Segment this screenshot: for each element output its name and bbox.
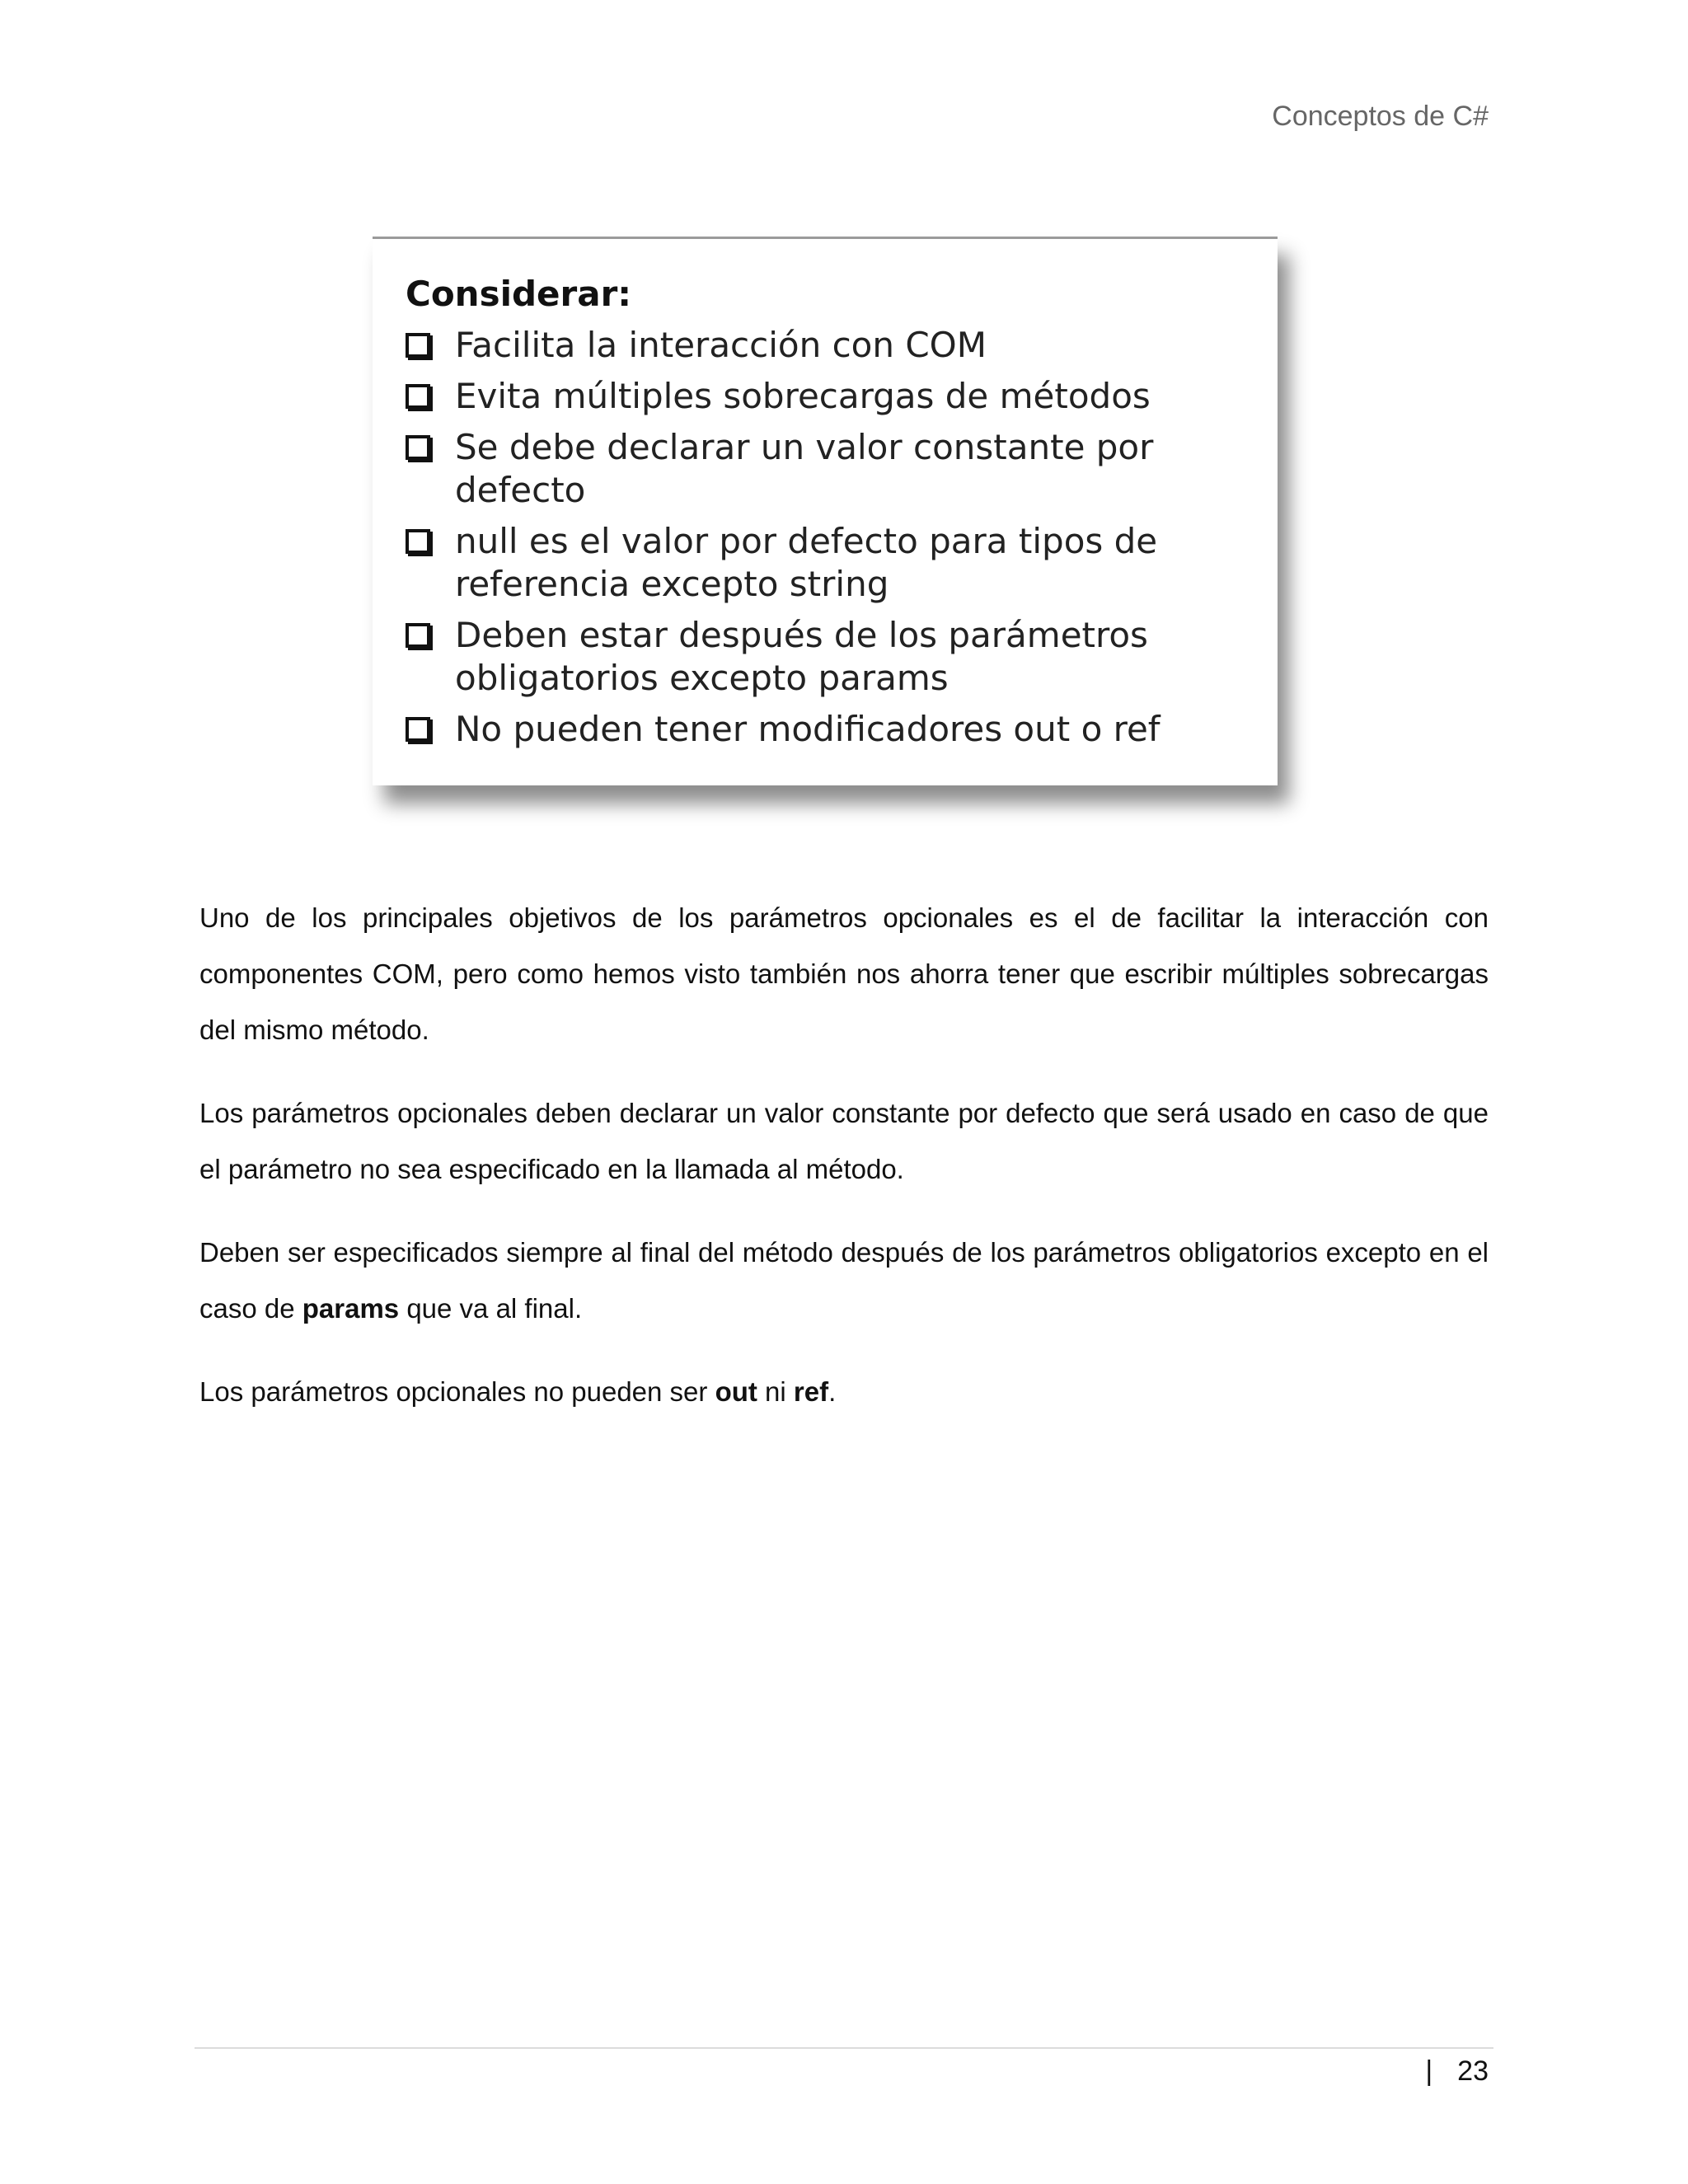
paragraph-3-text: Deben ser especificados siempre al final del método después de los parámetros obligatorios excepto en el caso de — [199, 1237, 1489, 1324]
page-header: Conceptos de C# — [1272, 101, 1489, 132]
page-separator: | — [1425, 2055, 1433, 2087]
paragraph-2: Los parámetros opcionales deben declarar un valor constante por defecto que será usado en caso de que el parámetro no sea especificado en la llamada al método. — [199, 1098, 1489, 1184]
checkbox-icon — [406, 529, 430, 554]
paragraph-3-text-end: que va al final. — [399, 1293, 583, 1324]
checklist-item-text: No pueden tener modificadores out o ref — [455, 709, 1160, 749]
keyword-ref: ref — [793, 1376, 829, 1407]
slide-checklist — [406, 324, 1245, 751]
paragraph-4 — [199, 1364, 1489, 1420]
paragraph-4-text-middle: ni — [757, 1376, 794, 1407]
page-number: 23 — [1457, 2055, 1489, 2087]
paragraph-4-text: Los parámetros opcionales no pueden ser — [199, 1376, 715, 1407]
checklist-item-text: Evita múltiples sobrecargas de métodos — [455, 376, 1151, 416]
checklist-item — [406, 614, 1245, 700]
checklist-item — [406, 520, 1245, 606]
checklist-item — [406, 426, 1245, 512]
page-number-block — [1425, 2055, 1489, 2088]
slide-image — [373, 237, 1278, 785]
checklist-item — [406, 375, 1245, 418]
checkbox-icon — [406, 384, 430, 409]
keyword-params: params — [302, 1293, 400, 1324]
checkbox-icon — [406, 435, 430, 460]
paragraph-1: Uno de los principales objetivos de los parámetros opcionales es el de facilitar la interacción con componentes COM, pero como hemos visto también nos ahorra tener que escribir múltiples sobrecargas del mismo método. — [199, 902, 1489, 1045]
paragraph-3 — [199, 1225, 1489, 1337]
body-text — [199, 890, 1489, 1447]
checklist-item-text: Deben estar después de los parámetros obligatorios excepto params — [455, 615, 1148, 698]
slide-title: Considerar: — [406, 274, 632, 314]
checklist-item — [406, 708, 1245, 751]
checklist-item — [406, 324, 1245, 367]
footer-divider — [195, 2047, 1493, 2049]
keyword-out: out — [715, 1376, 757, 1407]
checkbox-icon — [406, 623, 430, 648]
checklist-item-text: Facilita la interacción con COM — [455, 325, 987, 365]
checklist-item-text: Se debe declarar un valor constante por defecto — [455, 427, 1154, 510]
checkbox-icon — [406, 333, 430, 358]
checklist-item-text: null es el valor por defecto para tipos de referencia excepto string — [455, 521, 1158, 604]
checkbox-icon — [406, 717, 430, 742]
paragraph-4-text-end: . — [828, 1376, 837, 1407]
